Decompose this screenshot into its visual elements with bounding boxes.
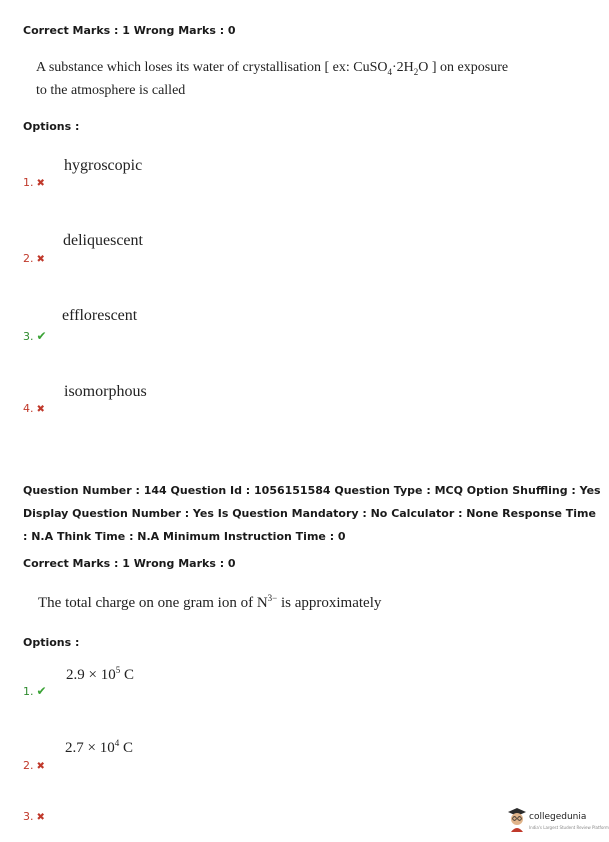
option-1-text: hygroscopic [64, 157, 143, 174]
question-text: A substance which loses its water of crystallisation [ ex: $CuSO_4\cdot 2H_2O$ ] on exposure [36, 60, 509, 77]
correct-marks-line: Correct Marks : 1 Wrong Marks : 0 [23, 24, 236, 37]
mascot-icon [506, 806, 528, 832]
option-1-number: 1. ✔ [23, 684, 47, 698]
options-label: Options : [23, 636, 80, 649]
question-info-line-3: : N.A Think Time : N.A Minimum Instruction Time : 0 [23, 530, 346, 543]
correct-check-icon: ✔ [36, 684, 47, 698]
collegedunia-logo [506, 804, 609, 834]
option-2-text: deliquescent [63, 232, 143, 249]
logo-wordmark: collegedunia [529, 812, 587, 822]
option-4-number: 4. ✖ [23, 402, 45, 415]
option-3-number: 3. ✔ [23, 329, 47, 343]
question-info-line-2: Display Question Number : Yes Is Question Mandatory : No Calculator : None Response Time [23, 507, 596, 520]
question-text-line2: to the atmosphere is called [36, 83, 186, 98]
option-3-number: 3. ✖ [23, 810, 45, 823]
logo-tagline: India's Largest Student Review Platform [529, 825, 609, 830]
option-1-text: $2.9 \times 10^5$ C [66, 665, 134, 683]
option-1-number: 1. ✖ [23, 176, 45, 189]
correct-marks-line: Correct Marks : 1 Wrong Marks : 0 [23, 557, 236, 570]
question-text: The total charge on one gram ion of $N^{3-}$ is approximately [38, 593, 382, 611]
options-label: Options : [23, 120, 80, 133]
question-info-line-1: Question Number : 144 Question Id : 1056151584 Question Type : MCQ Option Shuffling : Yes [23, 484, 601, 497]
wrong-mark-icon: ✖ [36, 812, 45, 823]
wrong-mark-icon: ✖ [36, 404, 45, 415]
wrong-mark-icon: ✖ [36, 761, 45, 772]
correct-check-icon: ✔ [36, 329, 47, 343]
option-4-text: isomorphous [64, 383, 147, 400]
option-2-number: 2. ✖ [23, 252, 45, 265]
wrong-mark-icon: ✖ [36, 178, 45, 189]
option-2-number: 2. ✖ [23, 759, 45, 772]
wrong-mark-icon: ✖ [36, 254, 45, 265]
option-2-text: $2.7 \times 10^4$ C [65, 738, 133, 756]
option-3-text: efflorescent [62, 307, 138, 324]
